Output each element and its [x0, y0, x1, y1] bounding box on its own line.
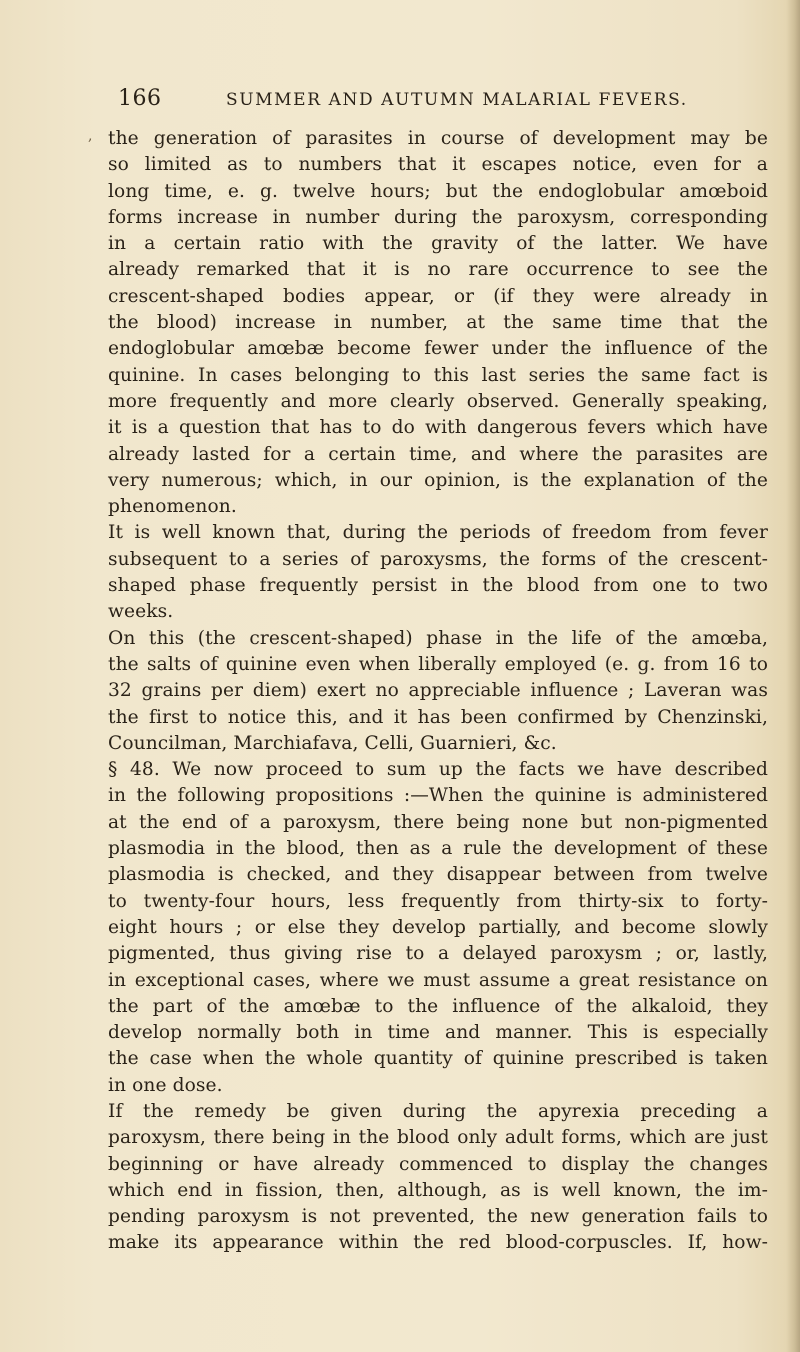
text-line: the case when the whole quantity of quinine prescribed is taken: [108, 1048, 768, 1070]
text-line: 32 grains per diem) exert no appreciable influence ; Laveran was: [108, 680, 768, 702]
text-line: which end in fission, then, although, as is well known, the im-: [108, 1179, 768, 1201]
page-number: 166: [118, 86, 162, 111]
text-line: eight hours ; or else they develop partially, and become slowly: [108, 916, 768, 938]
text-line: develop normally both in time and manner. This is especially: [108, 1022, 768, 1044]
text-line: plasmodia in the blood, then as a rule the development of these: [108, 838, 768, 860]
text-line: It is well known that, during the periods of freedom from fever: [108, 522, 768, 544]
page-edge-shadow: [786, 0, 800, 1352]
text-line: in the following propositions :—When the quinine is administered: [108, 785, 768, 807]
text-line: On this (the crescent-shaped) phase in the life of the amœba,: [108, 627, 768, 649]
body-text: [108, 126, 768, 1257]
text-line: the part of the amœbæ to the influence of the alkaloid, they: [108, 995, 768, 1017]
text-line: the blood) increase in number, at the same time that the: [108, 312, 768, 334]
text-line: Councilman, Marchiafava, Celli, Guarnieri, &c.: [108, 732, 557, 754]
running-title: SUMMER AND AUTUMN MALARIAL FEVERS.: [226, 90, 688, 110]
text-line: quinine. In cases belonging to this last series the same fact is: [108, 364, 768, 386]
text-line: plasmodia is checked, and they disappear between from twelve: [108, 864, 768, 886]
text-line: more frequently and more clearly observed. Generally speaking,: [108, 390, 768, 412]
text-line: already lasted for a certain time, and where the parasites are: [108, 443, 768, 465]
text-line: in exceptional cases, where we must assume a great resistance on: [108, 969, 768, 991]
text-line: at the end of a paroxysm, there being none but non-pigmented: [108, 811, 768, 833]
text-line: phenomenon.: [108, 496, 237, 518]
text-line: the first to notice this, and it has been confirmed by Chenzinski,: [108, 706, 768, 728]
running-head: [118, 86, 748, 116]
text-line: in a certain ratio with the gravity of the latter. We have: [108, 233, 768, 255]
margin-mark: ,: [88, 128, 93, 144]
text-line: If the remedy be given during the apyrexia preceding a: [108, 1100, 768, 1122]
text-line: the generation of parasites in course of development may be: [108, 128, 768, 149]
text-line: so limited as to numbers that it escapes notice, even for a: [108, 154, 768, 176]
text-line: beginning or have already commenced to display the changes: [108, 1153, 768, 1175]
text-line: subsequent to a series of paroxysms, the forms of the crescent-: [108, 548, 768, 570]
text-line: endoglobular amœbæ become fewer under the influence of the: [108, 338, 768, 360]
text-line: pending paroxysm is not prevented, the new generation fails to: [108, 1206, 768, 1228]
text-line: to twenty-four hours, less frequently from thirty-six to forty-: [108, 890, 768, 912]
text-line: § 48. We now proceed to sum up the facts we have described: [108, 759, 768, 781]
text-line: in one dose.: [108, 1074, 223, 1096]
text-line: crescent-shaped bodies appear, or (if they were already in: [108, 285, 768, 307]
text-line: long time, e. g. twelve hours; but the endoglobular amœboid: [108, 180, 768, 202]
text-line: shaped phase frequently persist in the blood from one to two: [108, 575, 768, 597]
text-line: paroxysm, there being in the blood only adult forms, which are just: [108, 1127, 768, 1149]
text-line: already remarked that it is no rare occurrence to see the: [108, 259, 768, 281]
text-line: make its appearance within the red blood-corpuscles. If, how-: [108, 1232, 768, 1254]
text-line: it is a question that has to do with dangerous fevers which have: [108, 417, 768, 439]
text-line: the salts of quinine even when liberally employed (e. g. from 16 to: [108, 653, 768, 675]
text-line: pigmented, thus giving rise to a delayed paroxysm ; or, lastly,: [108, 943, 768, 965]
text-line: very numerous; which, in our opinion, is the explanation of the: [108, 469, 768, 491]
text-line: forms increase in number during the paroxysm, corresponding: [108, 206, 768, 228]
text-line: weeks.: [108, 601, 174, 623]
